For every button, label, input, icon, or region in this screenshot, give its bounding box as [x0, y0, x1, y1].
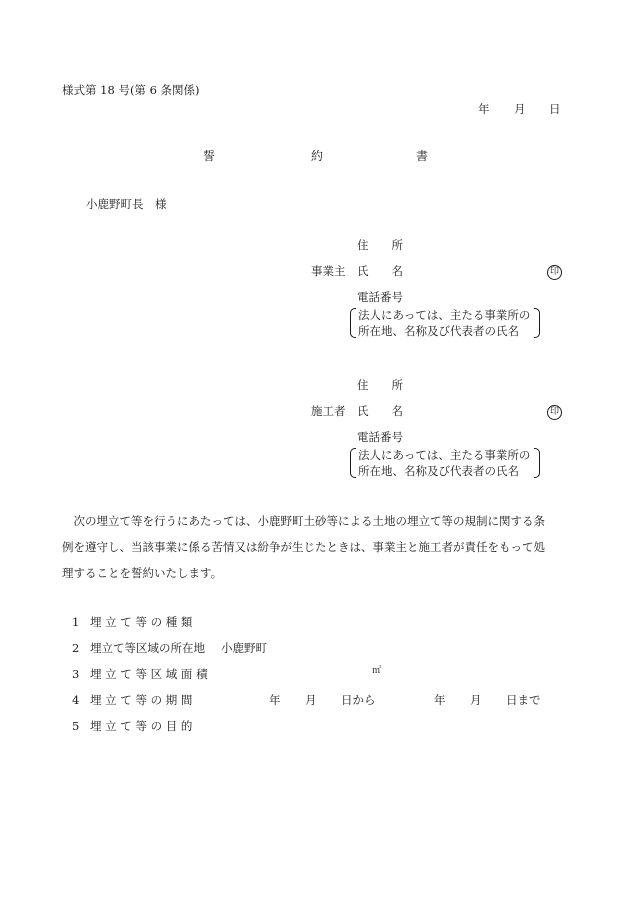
item-5-label: 埋 立 て 等 の 目 的	[90, 719, 193, 733]
owner-role-label: 事業主	[311, 264, 346, 278]
pledge-line-3: 理することを誓約いたします。	[62, 566, 223, 580]
item-4-start-month: 月	[305, 693, 317, 707]
date-year-label: 年	[478, 102, 490, 116]
item-3-label: 埋 立 て 等 区 域 面 積	[90, 667, 208, 681]
owner-note-left-bracket	[350, 308, 356, 338]
item-1-label: 埋 立 て 等 の 種 類	[90, 615, 193, 629]
item-4-start-day: 日から	[341, 693, 376, 707]
owner-note-line-1: 法人にあっては、主たる事業所の	[358, 308, 531, 322]
title-char-1: 誓	[203, 149, 216, 163]
contractor-address-label: 住 所	[357, 378, 403, 392]
item-4-end-month: 月	[470, 693, 482, 707]
contractor-note-line-1: 法人にあっては、主たる事業所の	[358, 448, 531, 462]
item-5-number: 5	[72, 719, 80, 733]
contractor-note-left-bracket	[350, 448, 356, 478]
item-4-number: 4	[72, 693, 80, 707]
title-char-2: 約	[311, 149, 324, 163]
owner-corporate-note	[350, 308, 540, 338]
date-month-label: 月	[514, 102, 526, 116]
owner-address-label: 住 所	[357, 238, 403, 252]
owner-phone-label: 電話番号	[357, 290, 403, 304]
owner-note-right-bracket	[534, 308, 540, 338]
contractor-seal-icon: 印	[547, 405, 562, 420]
item-2-number: 2	[72, 641, 80, 655]
contractor-name-label: 氏 名	[357, 404, 403, 418]
item-2-value: 小鹿野町	[221, 641, 267, 655]
item-3-unit: ㎡	[372, 666, 382, 676]
contractor-corporate-note	[350, 448, 540, 478]
item-4-start-year: 年	[269, 693, 281, 707]
addressee: 小鹿野町長 様	[86, 197, 167, 211]
contractor-role-label: 施工者	[311, 404, 346, 418]
item-4-end-day: 日まで	[506, 693, 541, 707]
pledge-paragraph	[62, 508, 577, 586]
item-4-label: 埋 立 て 等 の 期 間	[90, 693, 193, 707]
pledge-line-2: 例を遵守し、当該事業に係る苦情又は紛争が生じたときは、事業主と施工者が責任をもって処	[62, 540, 545, 554]
item-2-label: 埋立て等区域の所在地	[90, 641, 205, 655]
date-day-label: 日	[549, 102, 561, 116]
item-4-end-year: 年	[434, 693, 446, 707]
title-char-3: 書	[416, 149, 429, 163]
form-number-label: 様式第 18 号(第 6 条関係)	[62, 83, 200, 97]
pledge-line-1: 次の埋立て等を行うにあたっては、小鹿野町土砂等による土地の埋立て等の規制に関する条	[62, 514, 545, 528]
contractor-note-line-2: 所在地、名称及び代表者の氏名	[358, 464, 519, 478]
owner-name-label: 氏 名	[357, 264, 403, 278]
item-1-number: 1	[72, 615, 80, 629]
contractor-note-right-bracket	[534, 448, 540, 478]
owner-seal-icon: 印	[547, 265, 562, 280]
contractor-phone-label: 電話番号	[357, 430, 403, 444]
item-3-number: 3	[72, 667, 80, 681]
owner-note-line-2: 所在地、名称及び代表者の氏名	[358, 324, 519, 338]
